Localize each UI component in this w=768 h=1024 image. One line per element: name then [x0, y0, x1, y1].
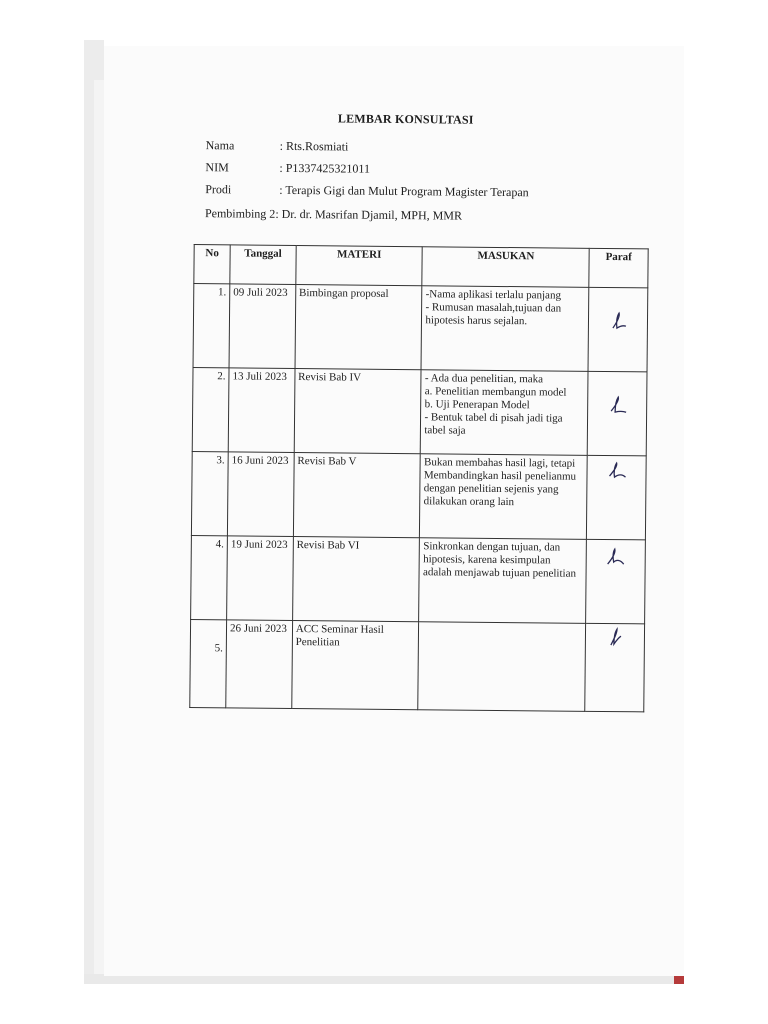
masukan-line: Sinkronkan dengan tujuan, dan	[423, 540, 561, 554]
row-no: 3.	[191, 452, 228, 536]
row-no: 1.	[193, 284, 230, 368]
row-paraf	[587, 371, 647, 456]
row-tanggal: 16 Juni 2023	[227, 452, 294, 537]
row-paraf	[586, 539, 646, 624]
masukan-line: hipotesis harus sejalan.	[425, 314, 528, 328]
masukan-line: adalah menjawab tujuan penelitian	[422, 566, 577, 580]
field-pembimbing	[205, 206, 462, 223]
table-row	[192, 368, 647, 456]
field-value: : Rts.Rosmiati	[279, 138, 349, 154]
table-row	[190, 620, 645, 712]
field-nim	[205, 160, 370, 177]
field-label: NIM	[205, 160, 229, 175]
signature-mark	[602, 626, 628, 648]
field-label: Prodi	[205, 182, 232, 197]
row-materi: Revisi Bab IV	[294, 369, 421, 454]
masukan-line: dilakukan orang lain	[423, 495, 515, 509]
masukan-line: b. Uji Penerapan Model	[424, 398, 530, 412]
masukan-line: Bukan membahas hasil lagi, tetapi	[423, 456, 576, 470]
row-tanggal: 26 Juni 2023	[226, 620, 293, 709]
signature-mark	[603, 546, 629, 568]
masukan-line: dengan penelitian sejenis yang	[423, 482, 559, 496]
field-value: : Dr. dr. Masrifan Djamil, MPH, MMR	[275, 206, 463, 223]
masukan-line: tabel saja	[424, 424, 466, 437]
table-row	[191, 536, 646, 624]
document-title: LEMBAR KONSULTASI	[337, 111, 474, 127]
row-paraf	[588, 287, 648, 372]
row-tanggal: 13 Juli 2023	[228, 368, 295, 453]
row-tanggal: 09 Juli 2023	[229, 284, 296, 369]
row-paraf	[585, 623, 645, 712]
field-prodi	[205, 182, 529, 200]
header-materi: MATERI	[296, 246, 423, 286]
row-materi: Revisi Bab VI	[292, 537, 419, 622]
signature-mark	[604, 394, 630, 416]
signature-mark	[605, 310, 631, 332]
row-no: 2.	[192, 368, 229, 452]
row-masukan	[420, 454, 588, 540]
field-nama	[206, 138, 349, 154]
row-no: 5.	[190, 620, 227, 708]
masukan-line: Membandingkan hasil penelianmu	[423, 469, 577, 483]
field-value: : P1337425321011	[279, 160, 371, 176]
masukan-line: a. Penelitian membangun model	[424, 385, 567, 399]
header-no: No	[194, 245, 230, 284]
table-row	[191, 452, 646, 540]
row-paraf	[587, 455, 647, 540]
field-value: : Terapis Gigi dan Mulut Program Magister Terapan	[279, 182, 529, 200]
header-masukan: MASUKAN	[422, 247, 589, 288]
signature-mark	[604, 460, 630, 482]
row-materi: Bimbingan proposal	[295, 285, 422, 370]
row-materi: Revisi Bab V	[293, 453, 420, 538]
row-masukan	[421, 370, 589, 456]
row-materi: ACC Seminar Hasil Penelitian	[292, 621, 419, 710]
header-paraf: Paraf	[589, 248, 648, 288]
masukan-line: hipotesis, karena kesimpulan	[423, 553, 551, 567]
table-row	[193, 284, 648, 372]
row-masukan	[418, 622, 586, 712]
header-tanggal: Tanggal	[230, 245, 296, 285]
masukan-line: - Bentuk tabel di pisah jadi tiga	[424, 411, 563, 425]
row-masukan	[421, 286, 589, 372]
row-no: 4.	[191, 536, 228, 620]
field-label: Nama	[205, 138, 235, 153]
row-masukan	[419, 538, 587, 624]
table-header-row	[194, 245, 648, 288]
masukan-line: - Ada dua penelitian, maka	[424, 372, 544, 386]
consultation-table	[189, 244, 648, 712]
field-label: Pembimbing 2	[204, 206, 276, 221]
masukan-line: -Nama aplikasi terlalu panjang	[425, 288, 562, 302]
masukan-line: - Rumusan masalah,tujuan dan	[425, 301, 562, 315]
row-tanggal: 19 Juni 2023	[227, 536, 294, 621]
